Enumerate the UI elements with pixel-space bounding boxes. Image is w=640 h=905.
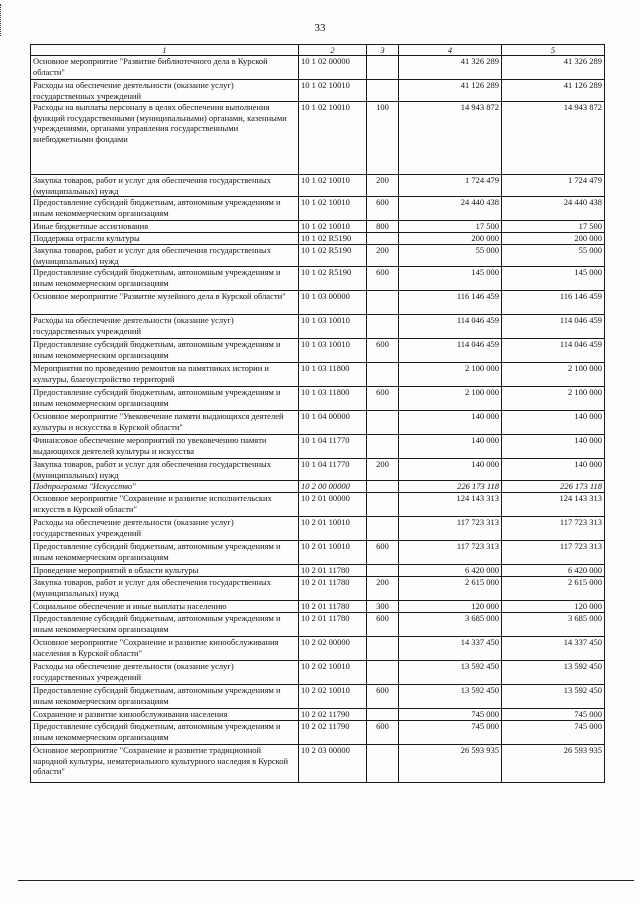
row-value-col4: 124 143 313 — [399, 493, 502, 517]
row-code: 10 1 03 00000 — [299, 291, 367, 315]
row-value-col4: 117 723 313 — [399, 517, 502, 541]
row-name: Основное мероприятие "Увековечение памяти выдающихся деятелей культуры и искусства в Курской области" — [31, 411, 299, 435]
table-row — [31, 387, 605, 411]
row-value-col5: 114 046 459 — [502, 339, 605, 363]
row-value-col5: 41 326 289 — [502, 56, 605, 80]
row-name: Предоставление субсидий бюджетным, автономным учреждениям и иным некоммерческим организациям — [31, 339, 299, 363]
row-expense-type — [367, 56, 399, 80]
row-value-col4: 24 440 438 — [399, 197, 502, 221]
row-code: 10 2 00 00000 — [299, 481, 367, 493]
row-name: Расходы на обеспечение деятельности (оказание услуг) государственных учреждений — [31, 661, 299, 685]
table-row — [31, 493, 605, 517]
row-expense-type — [367, 745, 399, 783]
row-expense-type: 600 — [367, 685, 399, 709]
row-expense-type — [367, 80, 399, 102]
row-code: 10 2 01 11780 — [299, 577, 367, 601]
row-value-col4: 55 000 — [399, 245, 502, 267]
row-expense-type — [367, 661, 399, 685]
table-row — [31, 102, 605, 175]
row-name: Поддержка отрасли культуры — [31, 233, 299, 245]
row-code: 10 2 02 00000 — [299, 637, 367, 661]
row-name: Мероприятия по проведению ремонтов на памятниках истории и культуры, благоустройство территорий — [31, 363, 299, 387]
table-row — [31, 459, 605, 481]
row-expense-type: 600 — [367, 339, 399, 363]
table-row — [31, 613, 605, 637]
row-value-col5: 1 724 479 — [502, 175, 605, 197]
row-expense-type: 100 — [367, 102, 399, 175]
row-value-col5: 124 143 313 — [502, 493, 605, 517]
row-code: 10 1 04 11770 — [299, 459, 367, 481]
row-expense-type — [367, 363, 399, 387]
row-code: 10 1 03 11800 — [299, 387, 367, 411]
page-bottom-rule — [18, 880, 634, 881]
row-code: 10 1 02 10010 — [299, 80, 367, 102]
row-value-col4: 6 420 000 — [399, 565, 502, 577]
row-code: 10 2 01 00000 — [299, 493, 367, 517]
row-value-col5: 140 000 — [502, 435, 605, 459]
table-row — [31, 541, 605, 565]
row-name: Расходы на обеспечение деятельности (оказание услуг) государственных учреждений — [31, 517, 299, 541]
table-row — [31, 745, 605, 783]
row-code: 10 1 04 11770 — [299, 435, 367, 459]
table-row — [31, 709, 605, 721]
row-value-col4: 1 724 479 — [399, 175, 502, 197]
table-row — [31, 233, 605, 245]
row-value-col4: 26 593 935 — [399, 745, 502, 783]
row-value-col4: 2 615 000 — [399, 577, 502, 601]
table-row — [31, 267, 605, 291]
row-value-col5: 226 173 118 — [502, 481, 605, 493]
row-name: Проведение мероприятий в области культуры — [31, 565, 299, 577]
table-row — [31, 637, 605, 661]
row-name: Основное мероприятие "Сохранение и развитие исполнительских искусств в Курской области" — [31, 493, 299, 517]
row-value-col4: 14 337 450 — [399, 637, 502, 661]
row-expense-type: 600 — [367, 721, 399, 745]
row-code: 10 2 01 10010 — [299, 541, 367, 565]
col-header-3: 3 — [367, 45, 399, 56]
row-value-col4: 13 592 450 — [399, 661, 502, 685]
row-value-col4: 745 000 — [399, 721, 502, 745]
row-code: 10 1 02 10010 — [299, 221, 367, 233]
row-code: 10 1 04 00000 — [299, 411, 367, 435]
table-row — [31, 435, 605, 459]
row-value-col4: 117 723 313 — [399, 541, 502, 565]
row-value-col5: 117 723 313 — [502, 541, 605, 565]
row-value-col5: 24 440 438 — [502, 197, 605, 221]
row-code: 10 2 01 11780 — [299, 565, 367, 577]
table-row — [31, 685, 605, 709]
row-value-col5: 117 723 313 — [502, 517, 605, 541]
row-expense-type — [367, 481, 399, 493]
row-value-col4: 140 000 — [399, 435, 502, 459]
row-name: Расходы на обеспечение деятельности (оказание услуг) государственных учреждений — [31, 80, 299, 102]
col-header-1: 1 — [31, 45, 299, 56]
table-row — [31, 80, 605, 102]
row-code: 10 2 02 10010 — [299, 661, 367, 685]
row-expense-type: 600 — [367, 541, 399, 565]
row-code: 10 2 01 11780 — [299, 613, 367, 637]
row-code: 10 2 02 10010 — [299, 685, 367, 709]
row-name: Иные бюджетные ассигнования — [31, 221, 299, 233]
row-expense-type: 600 — [367, 387, 399, 411]
table-row — [31, 315, 605, 339]
row-name: Сохранение и развитие кинообслуживания населения — [31, 709, 299, 721]
row-name: Закупка товаров, работ и услуг для обеспечения государственных (муниципальных) нужд — [31, 175, 299, 197]
row-expense-type — [367, 315, 399, 339]
row-expense-type: 200 — [367, 175, 399, 197]
row-expense-type: 200 — [367, 577, 399, 601]
row-value-col4: 116 146 459 — [399, 291, 502, 315]
row-name: Предоставление субсидий бюджетным, автономным учреждениям и иным некоммерческим организациям — [31, 267, 299, 291]
row-expense-type — [367, 435, 399, 459]
row-name: Закупка товаров, работ и услуг для обеспечения государственных (муниципальных) нужд — [31, 245, 299, 267]
row-code: 10 2 03 00000 — [299, 745, 367, 783]
table-row — [31, 661, 605, 685]
col-header-5: 5 — [502, 45, 605, 56]
row-name: Основное мероприятие "Развитие библиотечного дела в Курской области" — [31, 56, 299, 80]
row-expense-type — [367, 233, 399, 245]
row-expense-type — [367, 637, 399, 661]
row-name: Предоставление субсидий бюджетным, автономным учреждениям и иным некоммерческим организациям — [31, 197, 299, 221]
table-row — [31, 481, 605, 493]
row-code: 10 2 02 11790 — [299, 709, 367, 721]
row-value-col5: 116 146 459 — [502, 291, 605, 315]
table-row — [31, 363, 605, 387]
row-expense-type — [367, 565, 399, 577]
row-value-col5: 140 000 — [502, 411, 605, 435]
row-value-col4: 2 100 000 — [399, 387, 502, 411]
row-value-col5: 13 592 450 — [502, 661, 605, 685]
row-name: Подпрограмма "Искусство" — [31, 481, 299, 493]
row-value-col5: 2 100 000 — [502, 363, 605, 387]
row-value-col5: 2 615 000 — [502, 577, 605, 601]
row-value-col4: 13 592 450 — [399, 685, 502, 709]
row-value-col5: 6 420 000 — [502, 565, 605, 577]
row-expense-type: 200 — [367, 459, 399, 481]
row-code: 10 2 01 11780 — [299, 601, 367, 613]
row-value-col5: 200 000 — [502, 233, 605, 245]
row-name: Предоставление субсидий бюджетным, автономным учреждениям и иным некоммерческим организациям — [31, 541, 299, 565]
row-code: 10 1 02 R5190 — [299, 233, 367, 245]
row-code: 10 2 01 10010 — [299, 517, 367, 541]
row-name: Финансовое обеспечение мероприятий по увековечению памяти выдающихся деятелей культуры и искусства — [31, 435, 299, 459]
row-expense-type — [367, 411, 399, 435]
row-value-col4: 200 000 — [399, 233, 502, 245]
row-value-col5: 114 046 459 — [502, 315, 605, 339]
row-expense-type — [367, 517, 399, 541]
row-name: Расходы на обеспечение деятельности (оказание услуг) государственных учреждений — [31, 315, 299, 339]
row-expense-type — [367, 493, 399, 517]
row-code: 10 1 02 10010 — [299, 175, 367, 197]
row-value-col5: 145 000 — [502, 267, 605, 291]
row-value-col5: 55 000 — [502, 245, 605, 267]
row-code: 10 1 02 00000 — [299, 56, 367, 80]
row-code: 10 1 02 10010 — [299, 197, 367, 221]
row-expense-type: 600 — [367, 267, 399, 291]
row-name: Основное мероприятие "Сохранение и развитие кинообслуживания населения в Курской области" — [31, 637, 299, 661]
row-value-col5: 140 000 — [502, 459, 605, 481]
row-expense-type: 600 — [367, 197, 399, 221]
row-name: Предоставление субсидий бюджетным, автономным учреждениям и иным некоммерческим организациям — [31, 685, 299, 709]
row-value-col5: 14 943 872 — [502, 102, 605, 175]
row-name: Основное мероприятие "Сохранение и развитие традиционной народной культуры, нематериального культурного наследия в Курской области" — [31, 745, 299, 783]
table-row — [31, 601, 605, 613]
table-row — [31, 291, 605, 315]
row-expense-type — [367, 709, 399, 721]
row-name: Закупка товаров, работ и услуг для обеспечения государственных (муниципальных) нужд — [31, 459, 299, 481]
table-row — [31, 565, 605, 577]
row-name: Предоставление субсидий бюджетным, автономным учреждениям и иным некоммерческим организациям — [31, 721, 299, 745]
row-expense-type: 200 — [367, 245, 399, 267]
row-value-col4: 140 000 — [399, 411, 502, 435]
row-value-col4: 145 000 — [399, 267, 502, 291]
row-name: Социальное обеспечение и иные выплаты населению — [31, 601, 299, 613]
table-row — [31, 517, 605, 541]
row-value-col4: 2 100 000 — [399, 363, 502, 387]
row-code: 10 1 03 10010 — [299, 315, 367, 339]
col-header-4: 4 — [399, 45, 502, 56]
row-value-col5: 13 592 450 — [502, 685, 605, 709]
table-row — [31, 221, 605, 233]
col-header-2: 2 — [299, 45, 367, 56]
row-code: 10 1 02 10010 — [299, 102, 367, 175]
table-row — [31, 175, 605, 197]
table-row — [31, 339, 605, 363]
table-row — [31, 411, 605, 435]
page-number: 33 — [314, 22, 326, 34]
row-value-col4: 41 126 289 — [399, 80, 502, 102]
row-expense-type: 600 — [367, 613, 399, 637]
row-code: 10 1 03 11800 — [299, 363, 367, 387]
row-value-col5: 745 000 — [502, 721, 605, 745]
row-expense-type: 800 — [367, 221, 399, 233]
row-code: 10 1 02 R5190 — [299, 267, 367, 291]
budget-table — [30, 44, 605, 783]
row-value-col4: 120 000 — [399, 601, 502, 613]
row-name: Основное мероприятие "Развитие музейного дела в Курской области" — [31, 291, 299, 315]
row-value-col4: 114 046 459 — [399, 339, 502, 363]
row-value-col4: 226 173 118 — [399, 481, 502, 493]
row-value-col5: 17 500 — [502, 221, 605, 233]
row-value-col4: 3 685 000 — [399, 613, 502, 637]
table-row — [31, 245, 605, 267]
row-value-col5: 26 593 935 — [502, 745, 605, 783]
row-value-col5: 2 100 000 — [502, 387, 605, 411]
row-code: 10 1 02 R5190 — [299, 245, 367, 267]
row-value-col4: 745 000 — [399, 709, 502, 721]
row-name: Закупка товаров, работ и услуг для обеспечения государственных (муниципальных) нужд — [31, 577, 299, 601]
table-row — [31, 577, 605, 601]
row-value-col4: 14 943 872 — [399, 102, 502, 175]
row-value-col5: 120 000 — [502, 601, 605, 613]
table-row — [31, 721, 605, 745]
row-value-col4: 114 046 459 — [399, 315, 502, 339]
row-value-col4: 17 500 — [399, 221, 502, 233]
row-value-col5: 41 126 289 — [502, 80, 605, 102]
row-value-col5: 745 000 — [502, 709, 605, 721]
row-name: Предоставление субсидий бюджетным, автономным учреждениям и иным некоммерческим организациям — [31, 613, 299, 637]
row-code: 10 1 03 10010 — [299, 339, 367, 363]
row-expense-type — [367, 291, 399, 315]
row-value-col5: 14 337 450 — [502, 637, 605, 661]
table-row — [31, 56, 605, 80]
header-row — [31, 45, 605, 56]
row-value-col4: 41 326 289 — [399, 56, 502, 80]
row-code: 10 2 02 11790 — [299, 721, 367, 745]
row-value-col5: 3 685 000 — [502, 613, 605, 637]
row-value-col4: 140 000 — [399, 459, 502, 481]
table-row — [31, 197, 605, 221]
row-expense-type: 300 — [367, 601, 399, 613]
row-name: Предоставление субсидий бюджетным, автономным учреждениям и иным некоммерческим организациям — [31, 387, 299, 411]
row-name: Расходы на выплаты персоналу в целях обеспечения выполнения функций государственными (муниципальными) органами, казенными учреждениями, органами управления государственными внебюджетными фондами — [31, 102, 299, 175]
